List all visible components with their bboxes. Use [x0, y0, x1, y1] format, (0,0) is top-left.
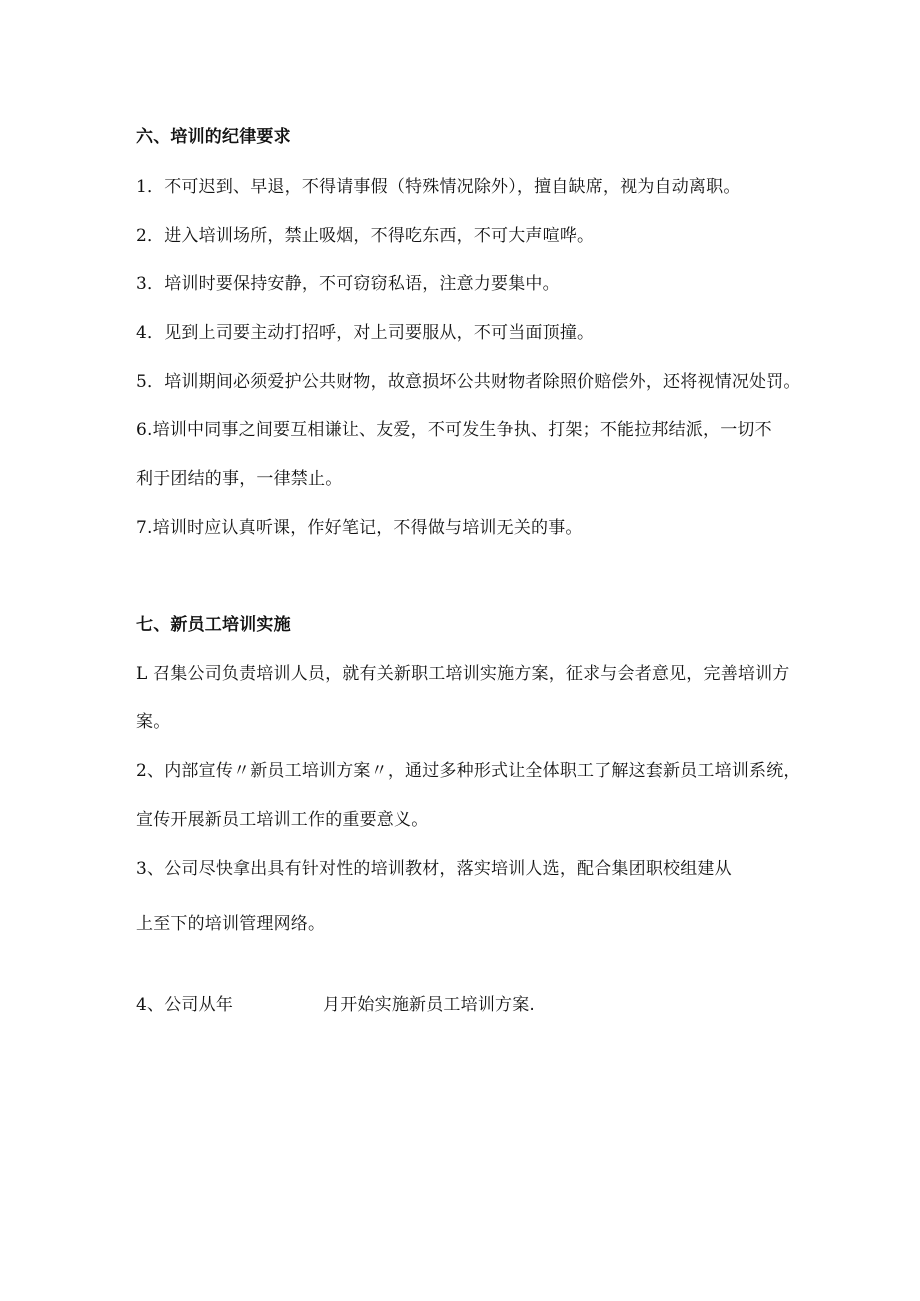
impl-item-3-continuation: 上至下的培训管理网络。	[136, 914, 326, 934]
impl-item-1	[136, 663, 790, 685]
item-text: ．培训时要保持安静，不可窃窃私语，注意力要集中。	[147, 274, 560, 294]
item-number: 3	[136, 274, 148, 294]
impl-item-3	[136, 858, 732, 880]
item-text: .培训时应认真听课，作好笔记，不得做与培训无关的事。	[147, 518, 583, 538]
item-text: ．培训期间必须爱护公共财物，故意损坏公共财物者除照价赔偿外，还将视情况处罚。	[147, 372, 801, 392]
item-number: 2	[136, 226, 148, 246]
item-number: 7	[136, 518, 148, 538]
item-text: .培训中同事之间要互相谦让、友爱，不可发生争执、打架；不能拉邦结派，一切不	[147, 420, 772, 440]
rule-item-1	[136, 176, 741, 198]
item-text: 、内部宣传〃新员工培训方案〃，通过多种形式让全体职工了解这套新员工培训系统，	[147, 761, 801, 781]
impl-item-2	[136, 760, 801, 782]
section-6-title: 六、培训的纪律要求	[136, 127, 291, 147]
item-number: 6	[136, 420, 148, 440]
rule-item-3	[136, 273, 560, 295]
rule-item-7	[136, 517, 583, 539]
item-number: 4	[136, 323, 148, 343]
item-text-after: 月开始实施新员工培训方案.	[323, 995, 536, 1015]
rule-item-4	[136, 322, 594, 344]
section-7-title: 七、新员工培训实施	[136, 615, 291, 635]
impl-item-2-continuation: 宣传开展新员工培训工作的重要意义。	[136, 810, 429, 830]
rule-item-6	[136, 419, 772, 441]
item-text: 、公司尽快拿出具有针对性的培训教材，落实培训人选，配合集团职校组建从	[147, 859, 732, 879]
impl-item-1-continuation: 案。	[136, 712, 171, 732]
rule-item-6-continuation: 利于团结的事，一律禁止。	[136, 469, 343, 489]
item-text: ．进入培训场所，禁止吸烟，不得吃东西，不可大声喧哗。	[147, 226, 595, 246]
item-text-before: 、公司从年	[147, 995, 234, 1015]
item-text: 召集公司负责培训人员，就有关新职工培训实施方案，征求与会者意见，完善培训方	[153, 664, 790, 684]
item-text: ．见到上司要主动打招呼，对上司要服从，不可当面顶撞。	[147, 323, 595, 343]
item-text: ．不可迟到、早退，不得请事假（特殊情况除外），擅自缺席，视为自动离职。	[147, 177, 741, 197]
impl-item-4	[136, 994, 535, 1016]
item-number: 2	[136, 761, 148, 781]
item-number: L	[136, 664, 148, 684]
item-number: 5	[136, 372, 148, 392]
rule-item-5	[136, 371, 801, 393]
item-number: 3	[136, 859, 148, 879]
item-number: 1	[136, 177, 148, 197]
item-number: 4	[136, 995, 148, 1015]
rule-item-2	[136, 225, 594, 247]
